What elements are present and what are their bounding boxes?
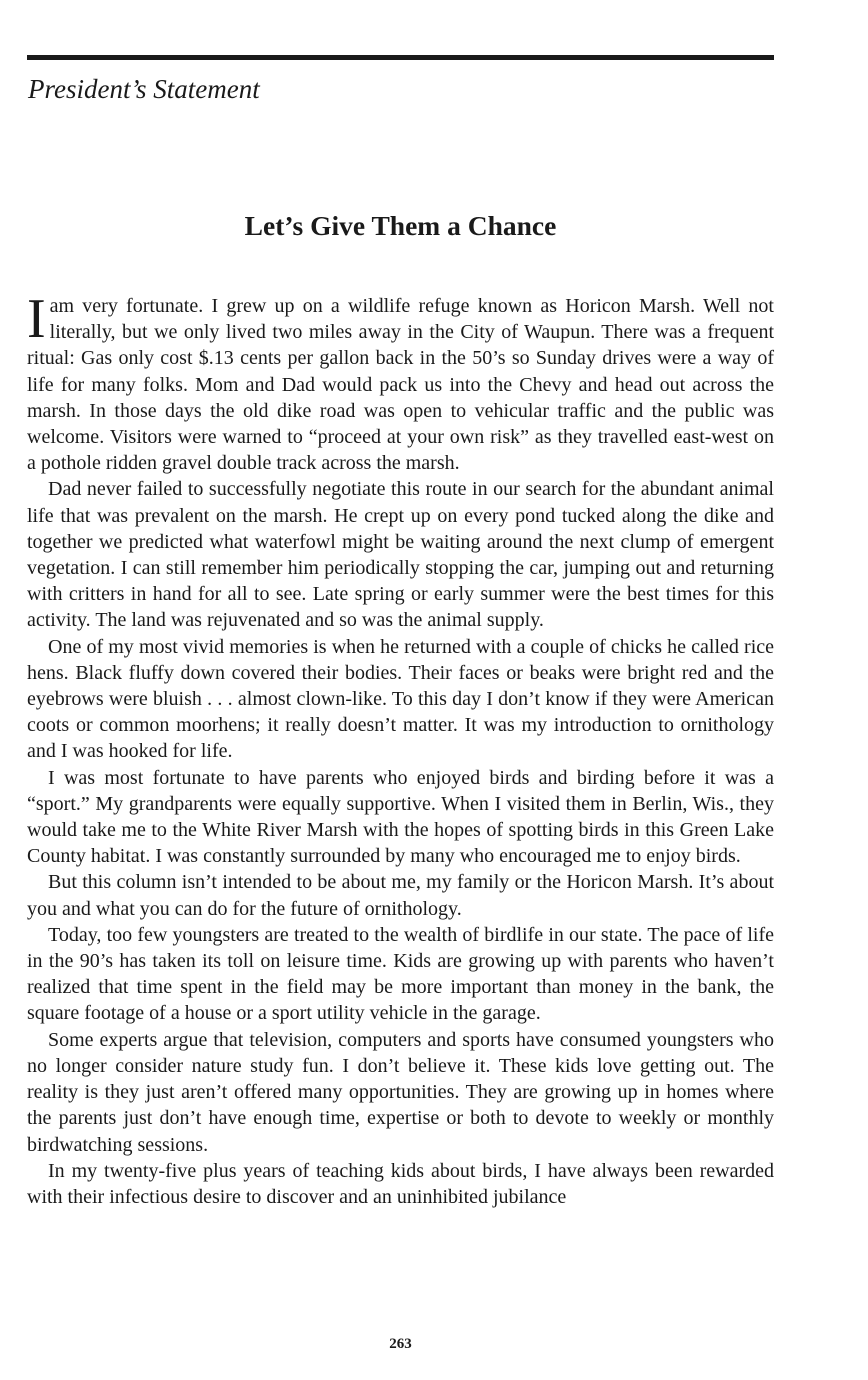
page-number: 263	[389, 1336, 412, 1352]
article-title: Let’s Give Them a Chance	[244, 210, 557, 241]
article-body	[27, 288, 774, 1210]
paragraph-8: In my twenty-five plus years of teaching kids about birds, I have always been rewarded with their infectious desire to discover and an uninhibited jubilance	[27, 1159, 774, 1208]
paragraph-3: One of my most vivid memories is when he returned with a couple of chicks he called rice hens. Black fluffy down covered their bodies. Their faces or beaks were bright red and the eyebrows were bluish . . . almost clown-like. To this day I don’t know if they were American coots or common moorhens; it really doesn’t matter. It was my introduction to ornithology and I was hooked for life.	[27, 635, 774, 763]
paragraph-7: Some experts argue that television, computers and sports have consumed youngsters who no longer consider nature study fun. I don’t believe it. These kids love getting out. The reality is they just aren’t offered many opportunities. They are growing up in homes where the parents just don’t have enough time, expertise or both to devote to weekly or monthly birdwatching sessions.	[27, 1028, 774, 1156]
paragraph-1	[27, 288, 774, 476]
paragraph-1-text: am very fortunate. I grew up on a wildlife refuge known as Horicon Marsh. Well not literally, but we only lived two miles away in the City of Waupun. There was a frequent ritual: Gas only cost $.13 cents per gallon back in the 50’s so Sunday drives were a way of life for many folks. Mom and Dad would pack us into the Chevy and head out across the marsh. In those days the old dike road was open to vehicular traffic and the public was welcome. Visitors were warned to “proceed at your own risk” as they travelled east-west on a pothole ridden gravel double track across the marsh.	[27, 295, 774, 475]
top-rule	[27, 55, 774, 60]
section-title: President’s Statement	[28, 74, 260, 104]
paragraph-2: Dad never failed to successfully negotiate this route in our search for the abundant animal life that was prevalent on the marsh. He crept up on every pond tucked along the dike and together we predicted what waterfowl might be waiting around the next clump of emergent vegetation. I can still remember him periodically stopping the car, jumping out and returning with critters in hand for all to see. Late spring or early summer were the best times for this activity. The land was rejuvenated and so was the animal supply.	[27, 478, 774, 632]
drop-cap: I	[27, 288, 46, 350]
paragraph-4: I was most fortunate to have parents who enjoyed birds and birding before it was a “sport.” My grandparents were equally supportive. When I visited them in Berlin, Wis., they would take me to the White River Marsh with the hopes of spotting birds in this Green Lake County habitat. I was constantly surrounded by many who encouraged me to enjoy birds.	[27, 766, 774, 868]
paragraph-6: Today, too few youngsters are treated to the wealth of birdlife in our state. The pace of life in the 90’s has taken its toll on leisure time. Kids are growing up with parents who haven’t realized that time spent in the field may be more important than money in the bank, the square footage of a house or a sport utility vehicle in the garage.	[27, 923, 774, 1025]
paragraph-5: But this column isn’t intended to be about me, my family or the Horicon Marsh. It’s about you and what you can do for the future of ornithology.	[27, 871, 774, 920]
